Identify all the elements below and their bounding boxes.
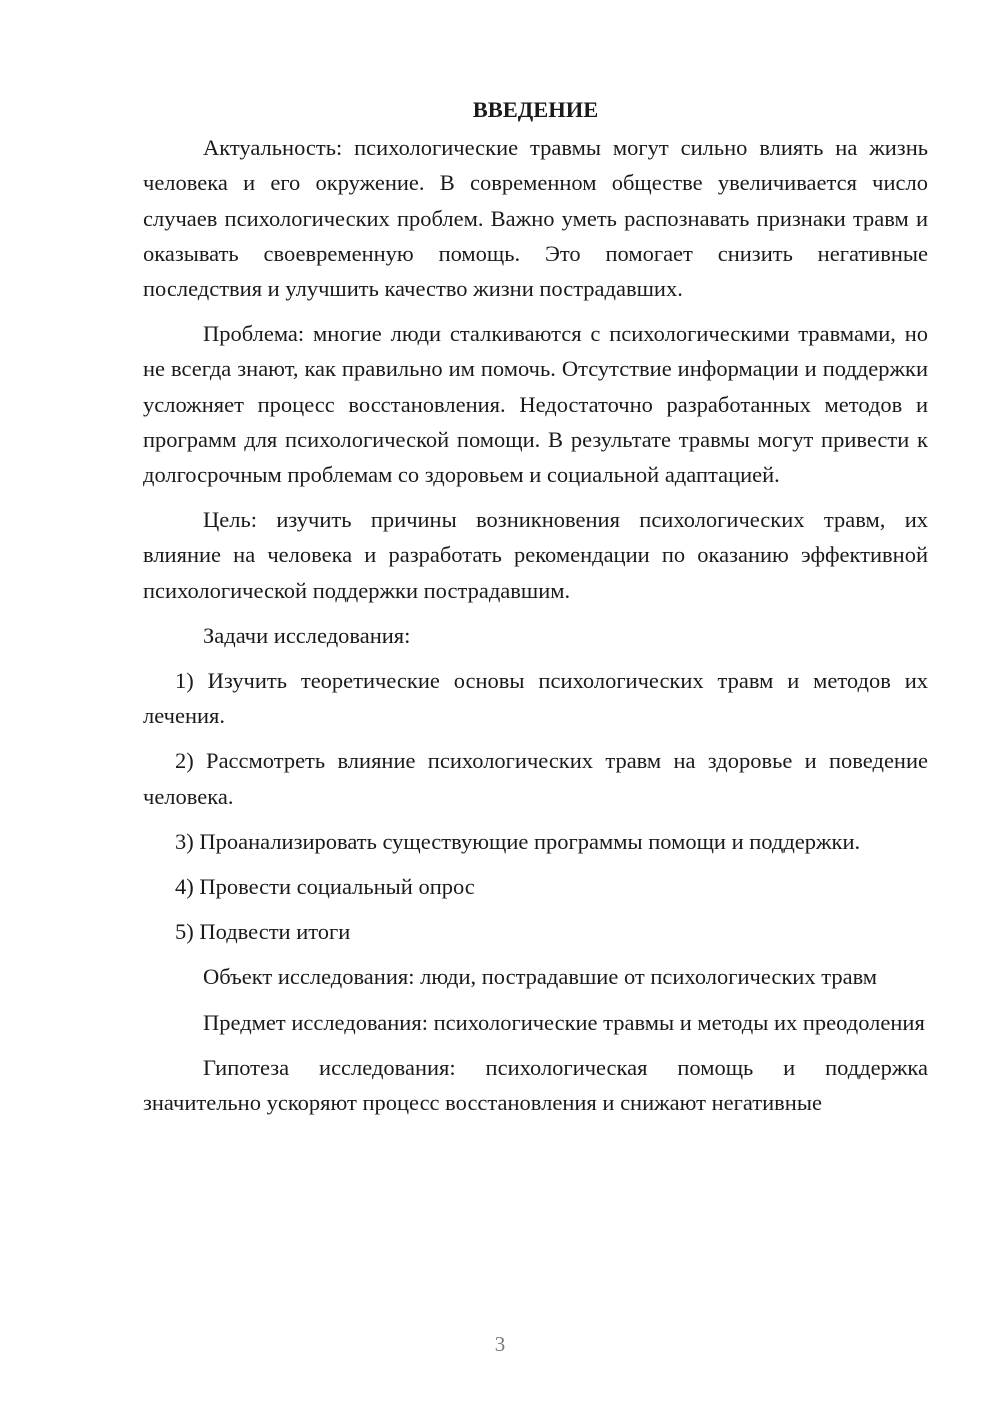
- page-number: 3: [494, 1332, 506, 1356]
- tasks-heading: Задачи исследования:: [203, 622, 411, 648]
- task-item-2: 2) Рассмотреть влияние психологических травм на здоровье и поведение человека.: [143, 748, 928, 809]
- task-item-1: 1) Изучить теоретические основы психологических травм и методов их лечения.: [143, 668, 928, 729]
- section-title: ВВЕДЕНИЕ: [472, 97, 599, 122]
- document-body: [143, 92, 928, 1130]
- relevance-paragraph: Актуальность: психологические травмы могут сильно влиять на жизнь человека и его окружение. В современном обществе увеличивается число случаев психологических проблем. Важно уметь распознавать признаки травм и оказывать своевременную помощь. Это помогает снизить негативные последствия и улучшить качество жизни пострадавших.: [143, 135, 928, 302]
- subject-paragraph: Предмет исследования: психологические травмы и методы их преодоления: [203, 1009, 925, 1035]
- task-item-5: 5) Подвести итоги: [175, 919, 351, 945]
- task-item-4: 4) Провести социальный опрос: [175, 874, 475, 900]
- problem-paragraph: Проблема: многие люди сталкиваются с психологическими травмами, но не всегда знают, как правильно им помочь. Отсутствие информации и поддержки усложняет процесс восстановления. Недостаточно разработанных методов и программ для психологической помощи. В результате травмы могут привести к долгосрочным проблемам со здоровьем и социальной адаптацией.: [143, 321, 928, 488]
- task-item-3: 3) Проанализировать существующие программы помощи и поддержки.: [175, 828, 861, 854]
- goal-paragraph: Цель: изучить причины возникновения психологических травм, их влияние на человека и разработать рекомендации по оказанию эффективной психологической поддержки пострадавшим.: [143, 507, 928, 603]
- object-paragraph: Объект исследования: люди, пострадавшие от психологических травм: [203, 964, 878, 990]
- hypothesis-paragraph: Гипотеза исследования: психологическая помощь и поддержка значительно ускоряют процесс восстановления и снижают негативные: [143, 1054, 928, 1116]
